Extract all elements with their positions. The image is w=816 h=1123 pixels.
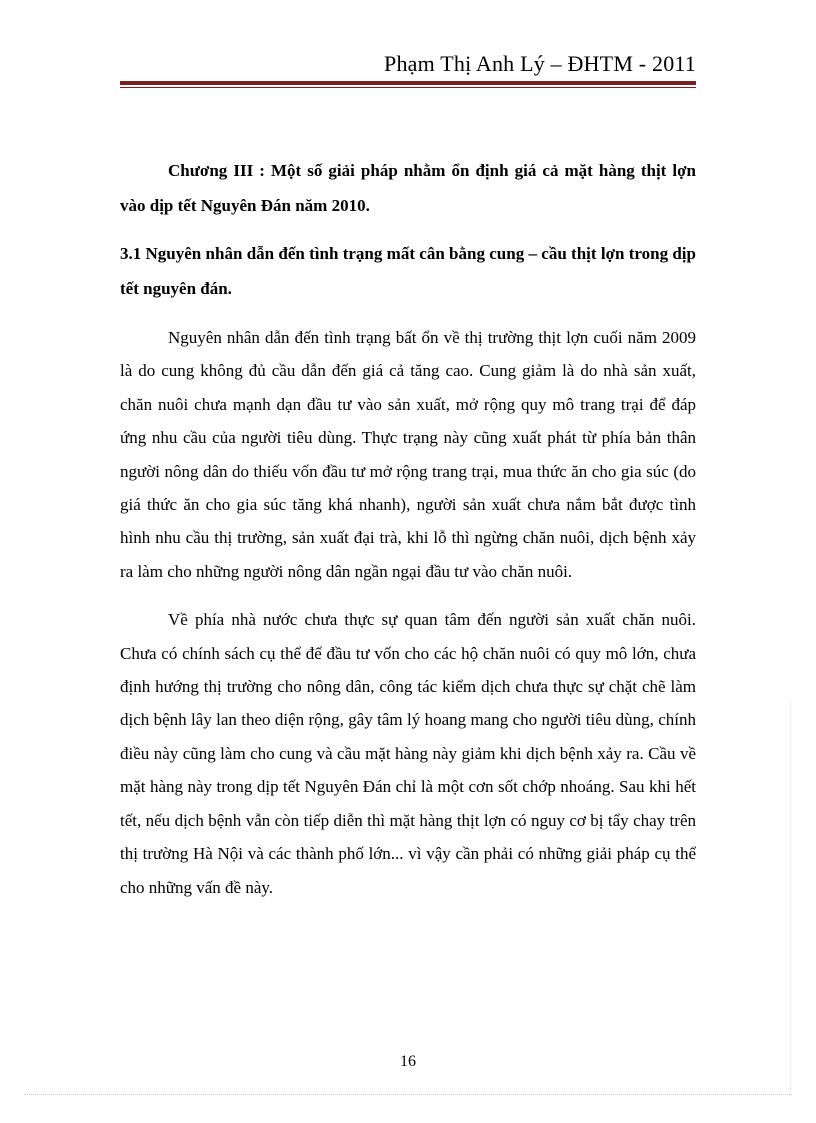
page-body (120, 153, 696, 904)
page-border-right (790, 700, 791, 1095)
chapter-title: Chương III : Một số giải pháp nhằm ổn định giá cả mặt hàng thịt lợn vào dịp tết Nguyên Đán năm 2010. (120, 161, 696, 215)
page-border-bottom (24, 1094, 792, 1095)
section-title: 3.1 Nguyên nhân dẫn đến tình trạng mất cân bằng cung – cầu thịt lợn trong dịp tết nguyên đán. (120, 244, 696, 298)
body-paragraph: Nguyên nhân dẫn đến tình trạng bất ổn về thị trường thịt lợn cuối năm 2009 là do cung không đủ cầu dẫn đến giá cả tăng cao. Cung giảm là do nhà sản xuất, chăn nuôi chưa mạnh dạn đầu tư vào sản xuất, mở rộng quy mô trang trại để đáp ứng nhu cầu của người tiêu dùng. Thực trạng này cũng xuất phát từ phía bản thân người nông dân do thiếu vốn đầu tư mở rộng trang trại, mua thức ăn cho gia súc (do giá thức ăn cho gia súc tăng khá nhanh), người sản xuất chưa nắm bắt được tình hình nhu cầu thị trường, sản xuất đại trà, khi lỗ thì ngừng chăn nuôi, dịch bệnh xảy ra làm cho những người nông dân ngần ngại đầu tư vào chăn nuôi. (120, 328, 696, 581)
header-rule-thick (120, 81, 696, 85)
body-paragraph: Về phía nhà nước chưa thực sự quan tâm đến người sản xuất chăn nuôi. Chưa có chính sách cụ thể để đầu tư vốn cho các hộ chăn nuôi có quy mô lớn, chưa định hướng thị trường cho nông dân, công tác kiểm dịch chưa thực sự chặt chẽ làm dịch bệnh lây lan theo diện rộng, gây tâm lý hoang mang cho người tiêu dùng, chính điều này cũng làm cho cung và cầu mặt hàng này giảm khi dịch bệnh xảy ra. Cầu về mặt hàng này trong dịp tết Nguyên Đán chỉ là một cơn sốt chớp nhoáng. Sau khi hết tết, nếu dịch bệnh vẫn còn tiếp diễn thì mặt hàng thịt lợn có nguy cơ bị tẩy chay trên thị trường Hà Nội và các thành phố lớn... vì vậy cần phải có những giải pháp cụ thể cho những vấn đề này. (120, 610, 696, 897)
header-rule-thin (120, 87, 696, 88)
page-number: 16 (400, 1053, 416, 1070)
running-header: Phạm Thị Anh Lý – ĐHTM - 2011 (384, 51, 696, 76)
